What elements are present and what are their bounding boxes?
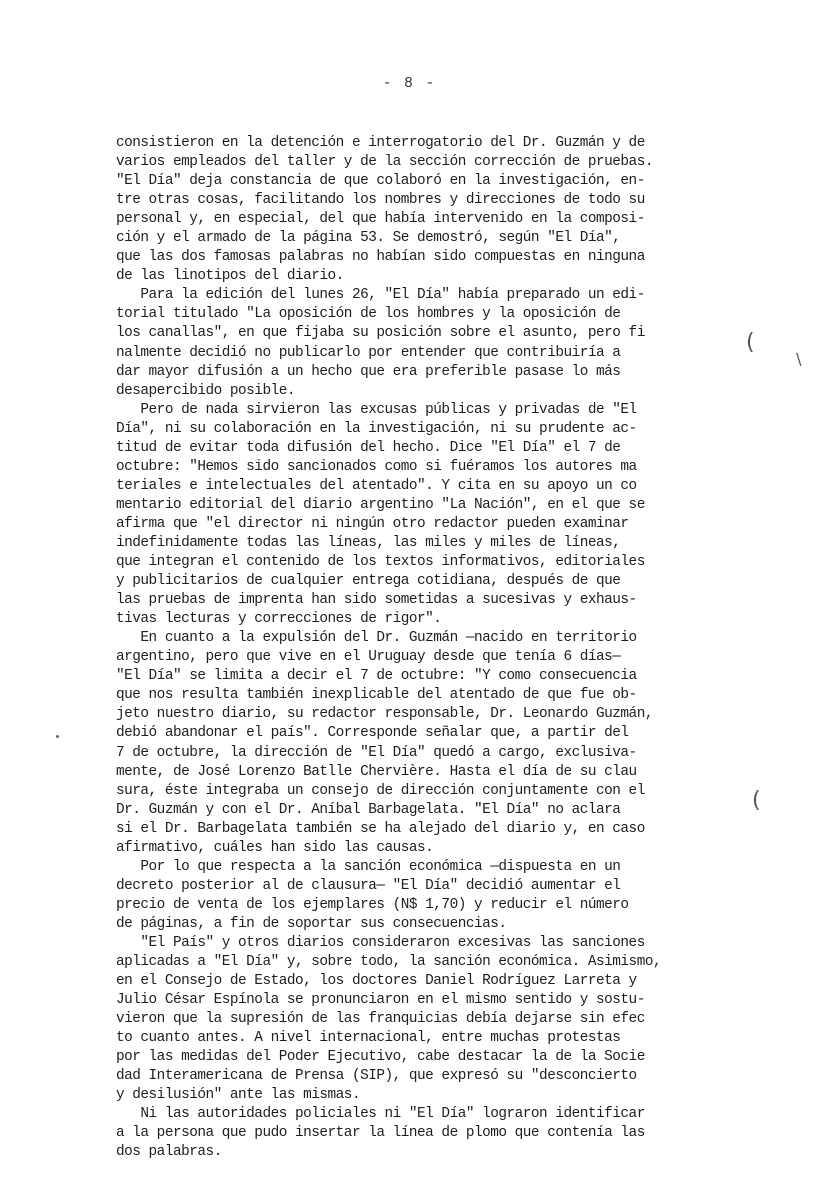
text-line: en el Consejo de Estado, los doctores Daniel Rodríguez Larreta y (116, 973, 637, 990)
text-line: sura, éste integraba un consejo de dirección conjuntamente con el (116, 782, 645, 799)
text-line: si el Dr. Barbagelata también se ha alejado del diario y, en caso (116, 820, 645, 837)
text-line: jeto nuestro diario, su redactor responsable, Dr. Leonardo Guzmán, (116, 706, 653, 723)
text-line: "El Día" deja constancia de que colaboró en la investigación, en- (116, 173, 645, 190)
text-line: "El País" y otros diarios consideraron excesivas las sanciones (116, 934, 645, 951)
text-line: de páginas, a fin de soportar sus consecuencias. (116, 915, 507, 932)
text-line: argentino, pero que vive en el Uruguay desde que tenía 6 días— (116, 649, 621, 666)
text-line: consistieron en la detención e interrogatorio del Dr. Guzmán y de (116, 135, 645, 151)
text-line: afirmativo, cuáles han sido las causas. (116, 839, 434, 856)
text-line: ción y el armado de la página 53. Se demostró, según "El Día", (116, 230, 621, 247)
text-line: dad Interamericana de Prensa (SIP), que expresó su "desconcierto (116, 1068, 637, 1085)
margin-tick-mark: ∖ (793, 350, 804, 369)
text-line: precio de venta de los ejemplares (N$ 1,70) y reducir el número (116, 896, 629, 913)
text-line: tre otras cosas, facilitando los nombres y direcciones de todo su (116, 192, 645, 209)
text-line: varios empleados del taller y de la sección corrección de pruebas. (116, 154, 653, 171)
text-line: que las dos famosas palabras no habían sido compuestas en ninguna (116, 249, 645, 266)
text-line: Dr. Guzmán y con el Dr. Aníbal Barbagelata. "El Día" no aclara (116, 801, 621, 818)
text-line: Día", ni su colaboración en la investigación, ni su prudente ac- (116, 420, 637, 437)
text-line: aplicadas a "El Día" y, sobre todo, la sanción económica. Asimismo, (116, 954, 662, 971)
text-line: indefinidamente todas las líneas, las miles y miles de líneas, (116, 534, 621, 551)
text-line: desapercibido posible. (116, 382, 295, 399)
text-line: En cuanto a la expulsión del Dr. Guzmán —nacido en territorio (116, 630, 637, 647)
text-line: vieron que la supresión de las franquicias debía dejarse sin efec (116, 1011, 645, 1028)
text-line: los canallas", en que fijaba su posición sobre el asunto, pero fi (116, 325, 645, 342)
text-line: que integran el contenido de los textos informativos, editoriales (116, 554, 645, 571)
text-line: personal y, en especial, del que había intervenido en la composi- (116, 211, 645, 228)
text-line: y publicitarios de cualquier entrega cotidiana, después de que (116, 573, 621, 590)
text-line: "El Día" se limita a decir el 7 de octubre: "Y como consecuencia (116, 668, 637, 685)
margin-bracket-mark: ( (746, 330, 755, 355)
text-line: teriales e intelectuales del atentado". Y cita en su apoyo un co (116, 477, 637, 494)
text-line: Pero de nada sirvieron las excusas públicas y privadas de "El (116, 401, 637, 418)
text-line: nalmente decidió no publicarlo por entender que contribuiría a (116, 344, 621, 361)
text-line: Julio César Espínola se pronunciaron en el mismo sentido y sostu- (116, 992, 645, 1009)
text-line: to cuanto antes. A nivel internacional, entre muchas protestas (116, 1030, 621, 1047)
text-line: Para la edición del lunes 26, "El Día" había preparado un edi- (116, 287, 645, 304)
text-line: afirma que "el director ni ningún otro redactor pueden examinar (116, 515, 629, 532)
margin-bracket-mark: ( (752, 788, 761, 813)
text-line: y desilusión" ante las mismas. (116, 1087, 361, 1104)
text-line: debió abandonar el país". Corresponde señalar que, a partir del (116, 725, 629, 742)
text-line: 7 de octubre, la dirección de "El Día" quedó a cargo, exclusiva- (116, 744, 637, 761)
text-line: mente, de José Lorenzo Batlle Chervière. Hasta el día de su clau (116, 763, 637, 780)
text-line: dos palabras. (116, 1144, 222, 1161)
text-line: decreto posterior al de clausura— "El Día" decidió aumentar el (116, 877, 621, 894)
text-line: mentario editorial del diario argentino "La Nación", en el que se (116, 496, 645, 513)
scan-speck (56, 735, 59, 738)
text-line: dar mayor difusión a un hecho que era preferible pasase lo más (116, 363, 621, 380)
text-line: torial titulado "La oposición de los hombres y la oposición de (116, 306, 621, 323)
text-line: titud de evitar toda difusión del hecho. Dice "El Día" el 7 de (116, 439, 621, 456)
page-number: - 8 - (382, 76, 437, 92)
text-line: tivas lecturas y correcciones de rigor". (116, 611, 442, 628)
document-body (116, 134, 766, 1163)
text-line: que nos resulta también inexplicable del atentado de que fue ob- (116, 687, 637, 704)
text-line: Ni las autoridades policiales ni "El Día" lograron identificar (116, 1106, 645, 1123)
text-line: de las linotipos del diario. (116, 268, 344, 285)
text-line: las pruebas de imprenta han sido sometidas a sucesivas y exhaus- (116, 592, 637, 609)
text-line: a la persona que pudo insertar la línea de plomo que contenía las (116, 1125, 645, 1142)
text-line: por las medidas del Poder Ejecutivo, cabe destacar la de la Socie (116, 1049, 645, 1066)
text-line: octubre: "Hemos sido sancionados como si fuéramos los autores ma (116, 458, 637, 475)
text-line: Por lo que respecta a la sanción económica —dispuesta en un (116, 858, 621, 875)
